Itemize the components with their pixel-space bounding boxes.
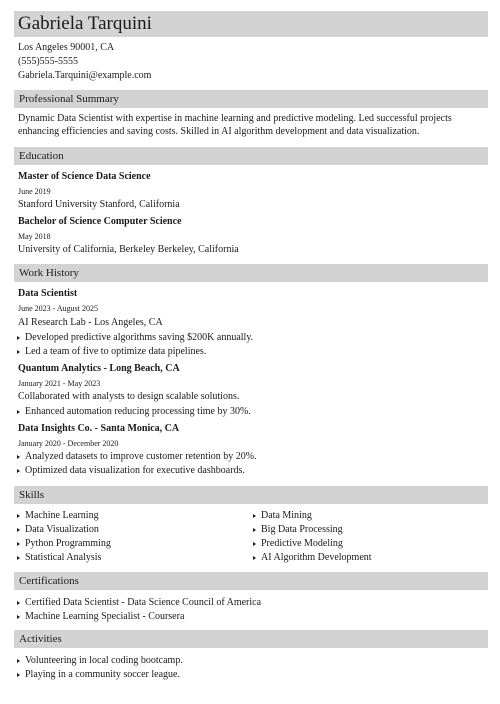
- skill-item: Data Mining: [261, 510, 312, 521]
- skill-item: AI Algorithm Development: [261, 552, 372, 563]
- skill-item: Big Data Processing: [261, 524, 343, 535]
- summary-text: Dynamic Data Scientist with expertise in machine learning and predictive modeling. Led successful projects enhancing efficiencies and saving costs. Skilled in AI algorithm development and data visualization.: [18, 113, 452, 137]
- skill-item: Python Programming: [25, 538, 111, 549]
- contact-phone: (555)555-5555: [18, 56, 78, 67]
- education-date: May 2018: [18, 232, 51, 241]
- education-degree: Master of Science Data Science: [18, 171, 151, 182]
- job-company: Collaborated with analysts to design scalable solutions.: [18, 391, 240, 402]
- candidate-name: Gabriela Tarquini: [14, 11, 488, 37]
- job-title: Data Insights Co. - Santa Monica, CA: [18, 423, 180, 434]
- skill-item: Machine Learning: [25, 510, 99, 521]
- section-activities: Activities: [14, 630, 488, 648]
- job-bullet: Optimized data visualization for executive dashboards.: [25, 465, 245, 476]
- activity-item: Volunteering in local coding bootcamp.: [25, 655, 183, 666]
- skill-item: Data Visualization: [25, 524, 99, 535]
- section-education: Education: [14, 147, 488, 165]
- certification-item: Machine Learning Specialist - Coursera: [25, 611, 185, 622]
- contact-email: Gabriela.Tarquini@example.com: [18, 70, 152, 81]
- job-title: Data Scientist: [18, 288, 78, 299]
- education-degree: Bachelor of Science Computer Science: [18, 216, 182, 227]
- job-company: AI Research Lab - Los Angeles, CA: [18, 317, 163, 328]
- job-bullet: Enhanced automation reducing processing time by 30%.: [25, 406, 251, 417]
- contact-address: Los Angeles 90001, CA: [18, 42, 115, 53]
- education-school: University of California, Berkeley Berkeley, California: [18, 244, 239, 255]
- section-professional-summary: Professional Summary: [14, 90, 488, 108]
- skill-item: Predictive Modeling: [261, 538, 343, 549]
- activity-item: Playing in a community soccer league.: [25, 669, 180, 680]
- certification-item: Certified Data Scientist - Data Science Council of America: [25, 597, 262, 608]
- job-title: Quantum Analytics - Long Beach, CA: [18, 363, 180, 374]
- job-dates: June 2023 - August 2025: [18, 304, 98, 313]
- job-bullet: Analyzed datasets to improve customer retention by 20%.: [25, 451, 257, 462]
- section-certifications: Certifications: [14, 572, 488, 590]
- education-date: June 2019: [18, 187, 51, 196]
- job-bullet: Led a team of five to optimize data pipelines.: [25, 346, 207, 357]
- education-school: Stanford University Stanford, California: [18, 199, 180, 210]
- job-bullet: Developed predictive algorithms saving $200K annually.: [25, 332, 254, 343]
- job-dates: January 2021 - May 2023: [18, 379, 101, 388]
- skill-item: Statistical Analysis: [25, 552, 102, 563]
- section-work-history: Work History: [14, 264, 488, 282]
- section-skills: Skills: [14, 486, 488, 504]
- job-dates: January 2020 - December 2020: [18, 439, 119, 448]
